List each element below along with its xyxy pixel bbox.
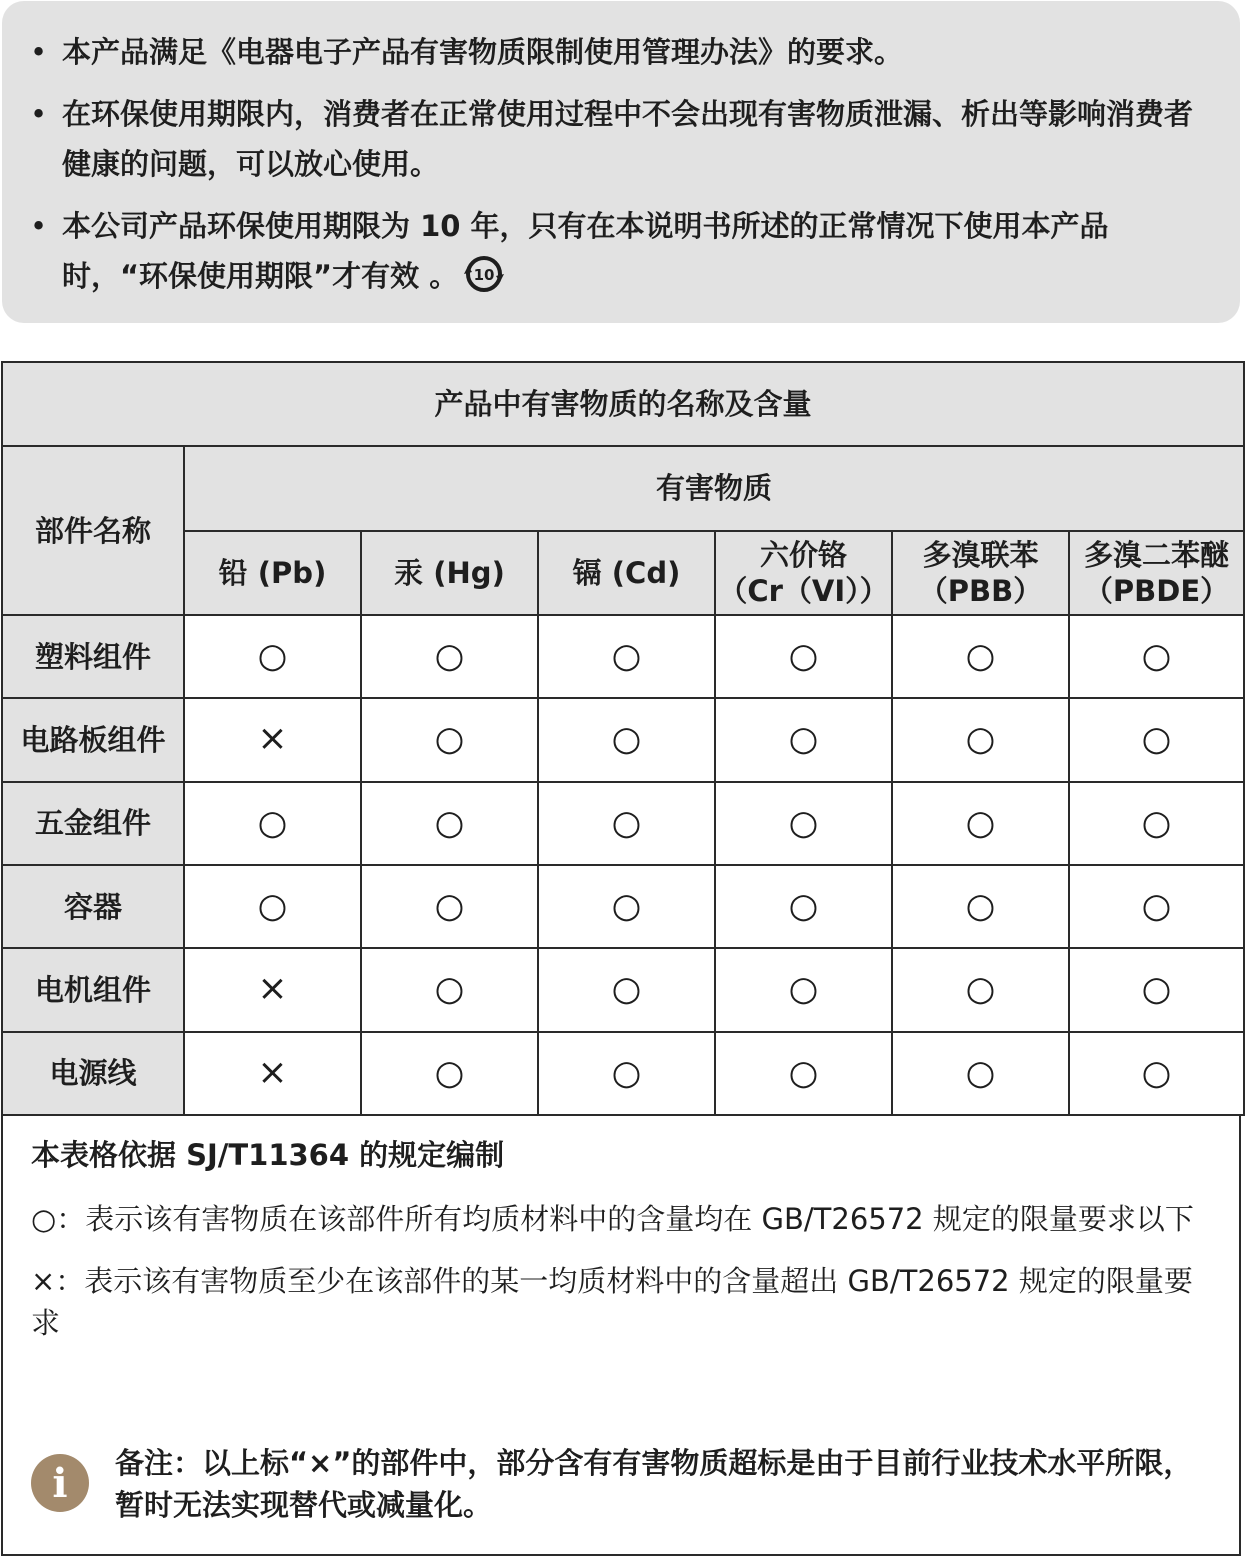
substance-mark-cell bbox=[1069, 782, 1244, 865]
substance-symbol: （PBDE） bbox=[1083, 573, 1230, 608]
substance-mark-cell bbox=[715, 782, 892, 865]
substance-mark-cell bbox=[184, 782, 361, 865]
table-row bbox=[2, 865, 1244, 948]
substance-mark-cell bbox=[538, 698, 715, 781]
substance-column-header bbox=[184, 531, 361, 615]
notice-list bbox=[26, 27, 1210, 301]
notice-item bbox=[26, 201, 1210, 301]
table-row bbox=[2, 615, 1244, 698]
substance-symbol: (Pb) bbox=[257, 555, 327, 590]
substance-mark-cell bbox=[184, 1032, 361, 1115]
eco-period-number: 10 bbox=[473, 266, 495, 284]
substance-mark-cell bbox=[538, 948, 715, 1031]
substance-mark-cell bbox=[892, 1032, 1069, 1115]
substance-name: 多溴联苯 bbox=[922, 537, 1039, 572]
table-row bbox=[2, 1032, 1244, 1115]
substance-column-header bbox=[361, 531, 538, 615]
compliant-circle-mark: ○ bbox=[611, 886, 642, 927]
table-caption: 产品中有害物质的名称及含量 bbox=[2, 362, 1244, 446]
substance-mark-cell bbox=[715, 865, 892, 948]
compliant-circle-mark: ○ bbox=[788, 719, 819, 760]
substance-mark-cell bbox=[538, 865, 715, 948]
substance-mark-cell bbox=[184, 948, 361, 1031]
part-name-header: 部件名称 bbox=[2, 446, 184, 615]
compliant-circle-mark: ○ bbox=[434, 802, 465, 843]
substance-mark-cell bbox=[1069, 1032, 1244, 1115]
substance-mark-cell bbox=[892, 698, 1069, 781]
part-name-cell: 五金组件 bbox=[2, 782, 184, 865]
compliant-circle-mark: ○ bbox=[1141, 802, 1172, 843]
compliant-circle-mark: ○ bbox=[788, 636, 819, 677]
table-row bbox=[2, 698, 1244, 781]
compliant-circle-mark: ○ bbox=[965, 719, 996, 760]
compliant-circle-mark: ○ bbox=[788, 886, 819, 927]
substance-name: 多溴二苯醚 bbox=[1084, 537, 1230, 572]
substance-mark-cell bbox=[715, 1032, 892, 1115]
exceeds-cross-mark: × bbox=[257, 718, 288, 760]
substance-mark-cell bbox=[892, 615, 1069, 698]
compliant-circle-mark: ○ bbox=[434, 636, 465, 677]
substance-name: 铅 bbox=[218, 555, 248, 590]
circle-legend: ○：表示该有害物质在该部件所有均质材料中的含量均在 GB/T26572 规定的限量要求以下 bbox=[31, 1202, 1194, 1236]
compliant-circle-mark: ○ bbox=[965, 802, 996, 843]
substance-mark-cell bbox=[715, 948, 892, 1031]
compliant-circle-mark: ○ bbox=[965, 969, 996, 1010]
substance-symbol: (Hg) bbox=[433, 555, 505, 590]
compliant-circle-mark: ○ bbox=[434, 969, 465, 1010]
substance-mark-cell bbox=[184, 615, 361, 698]
compliant-circle-mark: ○ bbox=[1141, 969, 1172, 1010]
compliant-circle-mark: ○ bbox=[611, 802, 642, 843]
substance-mark-cell bbox=[892, 782, 1069, 865]
notice-item bbox=[26, 89, 1210, 189]
substance-mark-cell bbox=[361, 865, 538, 948]
info-icon: i bbox=[31, 1454, 89, 1512]
compliant-circle-mark: ○ bbox=[257, 886, 288, 927]
substance-symbol: (Cd) bbox=[611, 555, 681, 590]
table-row bbox=[2, 948, 1244, 1031]
notice-item-text: 本公司产品环保使用期限为 10 年，只有在本说明书所述的正常情况下使用本产品时，“环保使用期限”才有效 。 bbox=[62, 209, 1109, 293]
hazardous-substance-table bbox=[1, 361, 1245, 1116]
table-notes bbox=[1, 1116, 1241, 1556]
eco-period-10-icon bbox=[462, 252, 506, 296]
remark-text: 备注：以上标“×”的部件中，部分含有有害物质超标是由于目前行业技术水平所限，暂时无法实现替代或减量化。 bbox=[115, 1446, 1193, 1522]
compliant-circle-mark: ○ bbox=[611, 1052, 642, 1093]
compliance-notice-panel bbox=[2, 1, 1240, 323]
table-row bbox=[2, 782, 1244, 865]
exceeds-cross-mark: × bbox=[257, 1051, 288, 1093]
compliant-circle-mark: ○ bbox=[611, 719, 642, 760]
substance-column-header bbox=[892, 531, 1069, 615]
substance-mark-cell bbox=[715, 698, 892, 781]
substance-mark-cell bbox=[715, 615, 892, 698]
compliant-circle-mark: ○ bbox=[788, 1052, 819, 1093]
substance-mark-cell bbox=[1069, 615, 1244, 698]
substance-column-header bbox=[1069, 531, 1244, 615]
part-name-cell: 电源线 bbox=[2, 1032, 184, 1115]
compliant-circle-mark: ○ bbox=[257, 802, 288, 843]
substance-mark-cell bbox=[361, 1032, 538, 1115]
substance-name: 镉 bbox=[572, 555, 602, 590]
substance-name: 汞 bbox=[394, 555, 424, 590]
compliant-circle-mark: ○ bbox=[434, 719, 465, 760]
substance-mark-cell bbox=[361, 782, 538, 865]
part-name-cell: 电路板组件 bbox=[2, 698, 184, 781]
substance-symbol: （Cr（VI）） bbox=[718, 573, 889, 608]
notice-item-text: 在环保使用期限内，消费者在正常使用过程中不会出现有害物质泄漏、析出等影响消费者健康的问题，可以放心使用。 bbox=[62, 97, 1194, 181]
substance-column-header bbox=[538, 531, 715, 615]
substance-mark-cell bbox=[361, 698, 538, 781]
compliant-circle-mark: ○ bbox=[434, 1052, 465, 1093]
standard-basis: 本表格依据 SJ/T11364 的规定编制 bbox=[31, 1138, 505, 1172]
substance-mark-cell bbox=[1069, 865, 1244, 948]
compliant-circle-mark: ○ bbox=[965, 886, 996, 927]
compliant-circle-mark: ○ bbox=[1141, 886, 1172, 927]
notice-item-text: 本产品满足《电器电子产品有害物质限制使用管理办法》的要求。 bbox=[62, 35, 904, 69]
substance-column-header bbox=[715, 531, 892, 615]
compliant-circle-mark: ○ bbox=[611, 969, 642, 1010]
compliant-circle-mark: ○ bbox=[965, 636, 996, 677]
compliant-circle-mark: ○ bbox=[788, 802, 819, 843]
substance-symbol: （PBB） bbox=[918, 573, 1043, 608]
compliant-circle-mark: ○ bbox=[965, 1052, 996, 1093]
compliant-circle-mark: ○ bbox=[788, 969, 819, 1010]
substance-mark-cell bbox=[1069, 948, 1244, 1031]
compliant-circle-mark: ○ bbox=[1141, 719, 1172, 760]
exceeds-cross-mark: × bbox=[257, 968, 288, 1010]
substance-mark-cell bbox=[184, 698, 361, 781]
compliant-circle-mark: ○ bbox=[1141, 1052, 1172, 1093]
substance-mark-cell bbox=[1069, 698, 1244, 781]
compliant-circle-mark: ○ bbox=[434, 886, 465, 927]
substance-mark-cell bbox=[538, 782, 715, 865]
compliant-circle-mark: ○ bbox=[1141, 636, 1172, 677]
substance-name: 六价铬 bbox=[759, 537, 847, 572]
notice-item bbox=[26, 27, 1210, 77]
remark bbox=[31, 1442, 1209, 1526]
part-name-cell: 电机组件 bbox=[2, 948, 184, 1031]
substance-mark-cell bbox=[538, 615, 715, 698]
substance-mark-cell bbox=[184, 865, 361, 948]
substance-mark-cell bbox=[361, 615, 538, 698]
part-name-cell: 塑料组件 bbox=[2, 615, 184, 698]
cross-legend: ×：表示该有害物质至少在该部件的某一均质材料中的含量超出 GB/T26572 规定的限量要求 bbox=[31, 1264, 1193, 1340]
substance-mark-cell bbox=[361, 948, 538, 1031]
substance-mark-cell bbox=[538, 1032, 715, 1115]
compliant-circle-mark: ○ bbox=[257, 636, 288, 677]
substance-mark-cell bbox=[892, 948, 1069, 1031]
compliant-circle-mark: ○ bbox=[611, 636, 642, 677]
part-name-cell: 容器 bbox=[2, 865, 184, 948]
substance-mark-cell bbox=[892, 865, 1069, 948]
substance-header: 有害物质 bbox=[184, 446, 1244, 530]
